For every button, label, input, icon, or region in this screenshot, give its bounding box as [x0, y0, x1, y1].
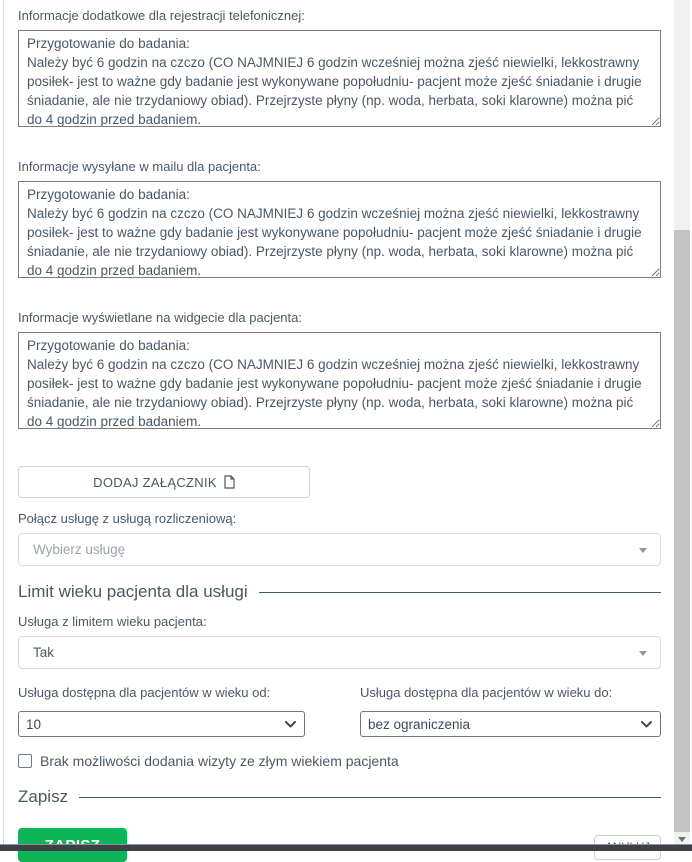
- billing-service-label: Połącz usługę z usługą rozliczeniową:: [18, 511, 237, 526]
- service-settings-form: [18, 8, 661, 862]
- patient-widget-info-label: Informacje wyświetlane na widgecie dla pacjenta:: [18, 310, 302, 325]
- save-section-title: Zapisz: [18, 787, 69, 806]
- age-to-value: bez ograniczenia: [368, 716, 471, 732]
- patient-email-info-label: Informacje wysyłane w mailu dla pacjenta:: [18, 159, 261, 174]
- file-attachment-icon: [224, 475, 235, 489]
- save-section-header: [18, 787, 661, 807]
- age-limit-toggle-value: Tak: [33, 645, 55, 660]
- block-wrong-age-checkbox[interactable]: [18, 754, 32, 768]
- age-from-select[interactable]: [18, 711, 305, 737]
- add-attachment-button-label: DODAJ ZAŁĄCZNIK: [93, 474, 217, 490]
- chevron-down-icon: [641, 721, 652, 728]
- billing-service-placeholder: Wybierz usługę: [33, 542, 126, 557]
- add-attachment-button[interactable]: [18, 466, 310, 498]
- scrollbar-thumb[interactable]: [674, 230, 690, 832]
- age-from-value: 10: [26, 716, 42, 732]
- window-bottom-edge: [0, 844, 692, 851]
- billing-service-select[interactable]: [18, 533, 661, 566]
- age-to-select[interactable]: [360, 711, 661, 737]
- age-from-label: Usługa dostępna dla pacjentów w wieku od:: [18, 685, 271, 700]
- section-divider: [259, 592, 661, 593]
- block-wrong-age-row: [18, 753, 661, 769]
- chevron-down-icon: [639, 548, 647, 553]
- age-limit-toggle-label: Usługa z limitem wieku pacjenta:: [18, 614, 207, 629]
- vertical-scrollbar[interactable]: [674, 0, 690, 845]
- age-limit-section-title: Limit wieku pacjenta dla usługi: [18, 582, 248, 601]
- chevron-down-icon: [285, 721, 296, 728]
- phone-registration-info-label: Informacje dodatkowe dla rejestracji telefonicznej:: [18, 8, 305, 23]
- age-limit-section-header: [18, 582, 661, 602]
- block-wrong-age-label: Brak możliwości dodania wizyty ze złym wiekiem pacjenta: [40, 753, 399, 769]
- age-limit-toggle-select[interactable]: [18, 636, 661, 669]
- chevron-down-icon: [639, 651, 647, 656]
- age-to-label: Usługa dostępna dla pacjentów w wieku do:: [360, 685, 613, 700]
- patient-email-info-textarea[interactable]: [18, 181, 661, 278]
- patient-widget-info-textarea[interactable]: [18, 332, 661, 429]
- section-divider: [79, 797, 661, 798]
- scrollbar-down-arrow-icon[interactable]: [678, 837, 686, 842]
- phone-registration-info-textarea[interactable]: [18, 30, 661, 127]
- panel-left-edge: [3, 0, 4, 845]
